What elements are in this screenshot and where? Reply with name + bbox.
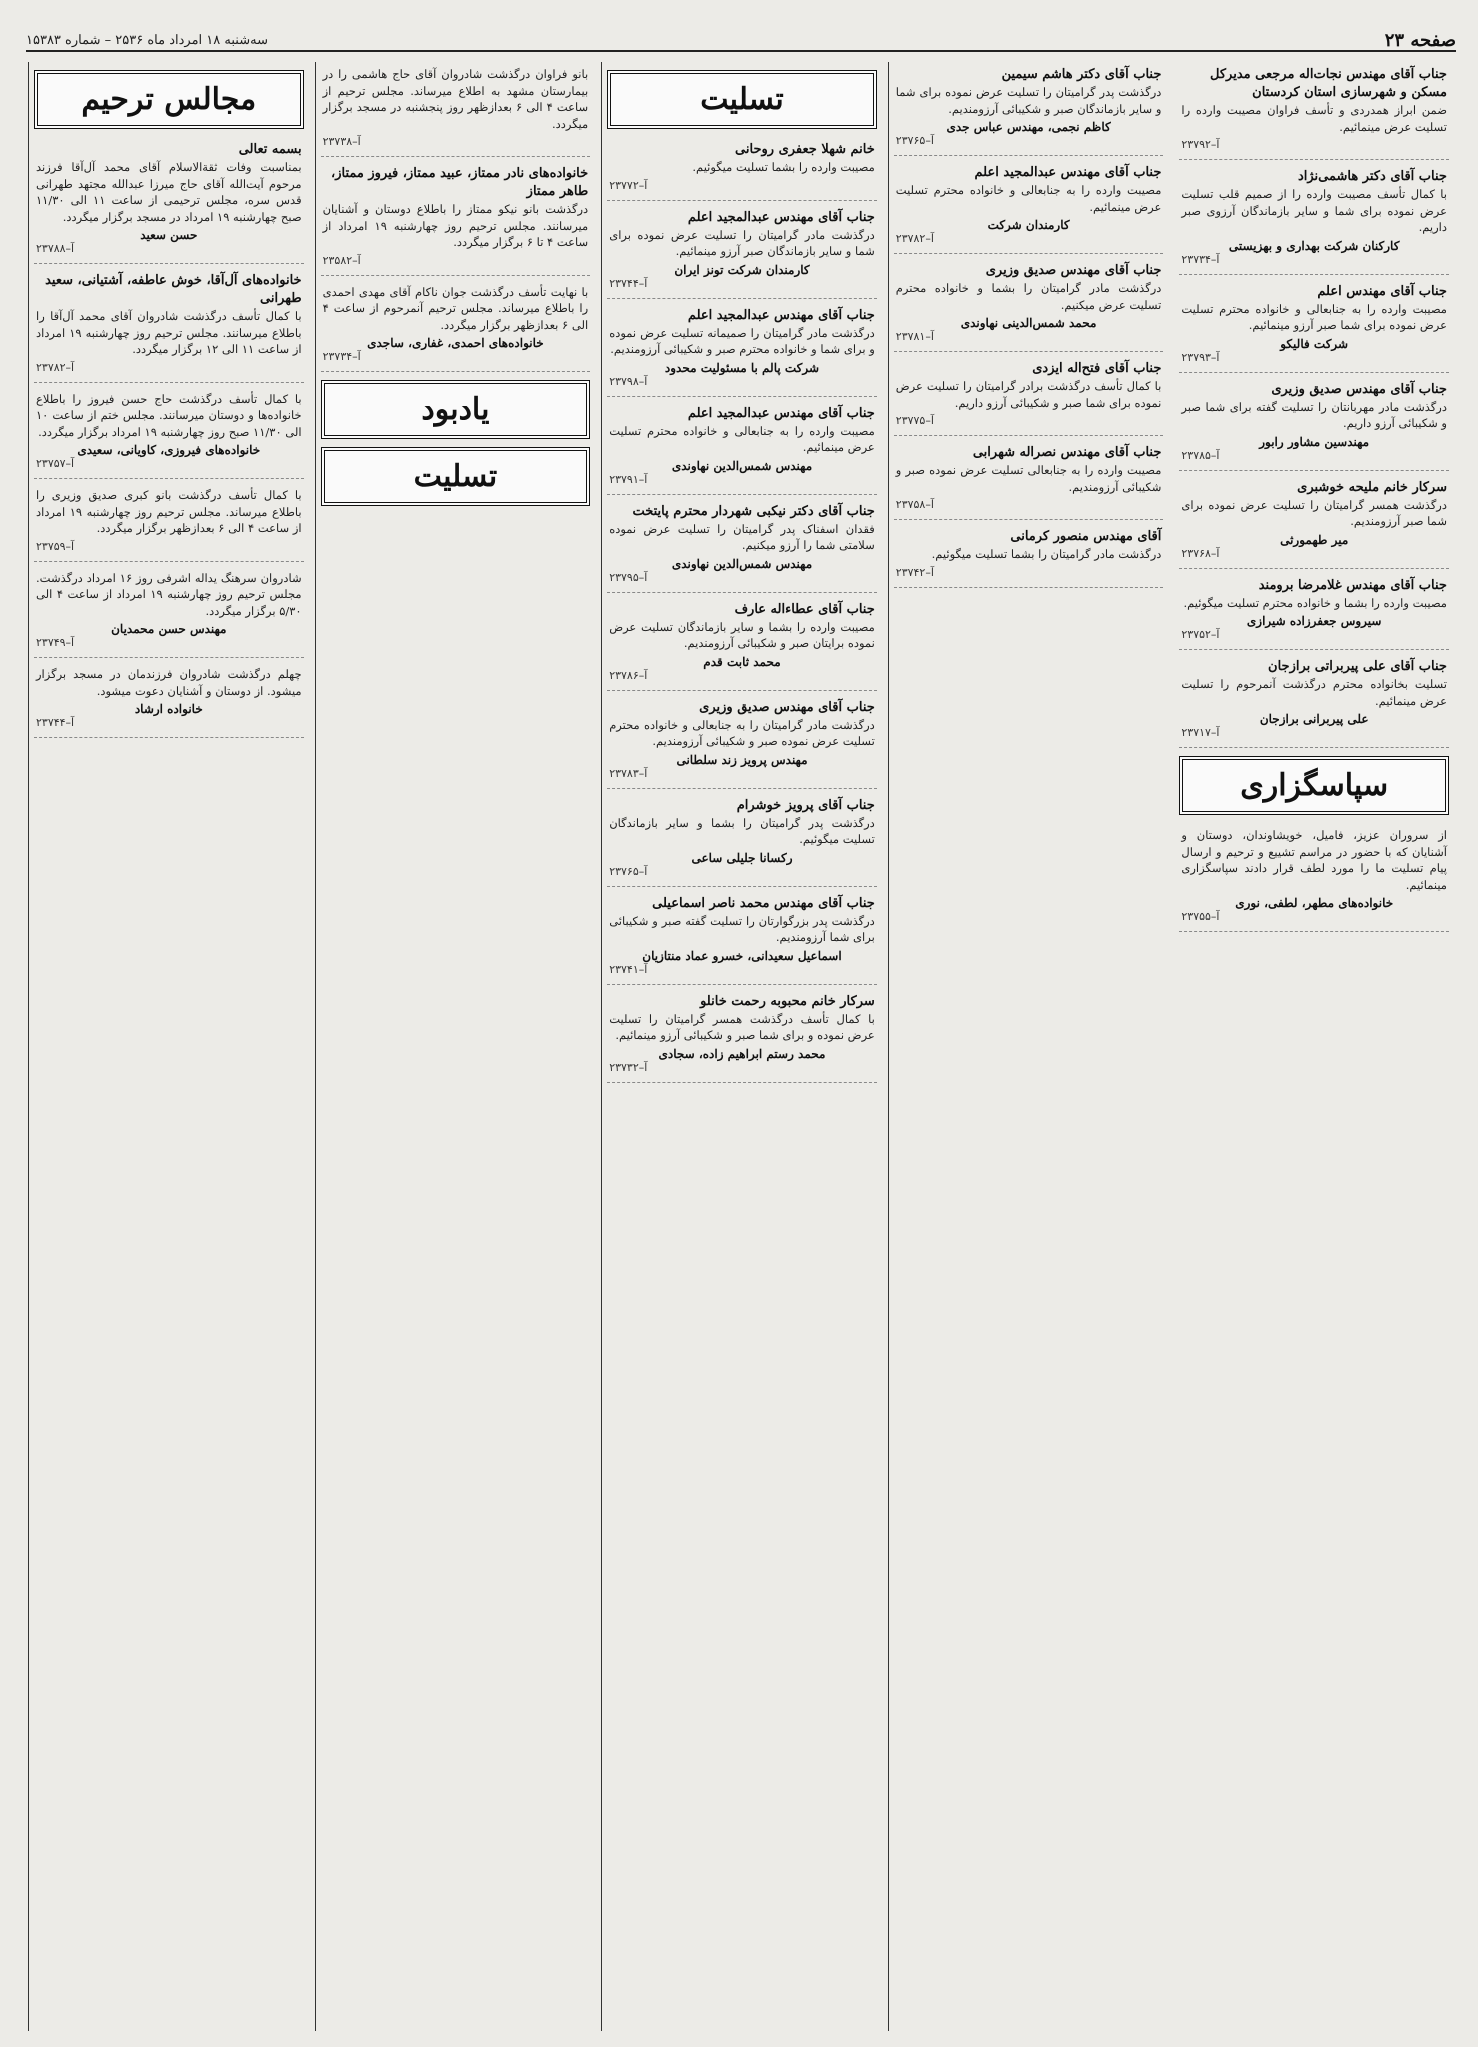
notice-signature: کاظم نجمی، مهندس عباس جدی xyxy=(946,120,1111,134)
notice-signature: حسن سعید xyxy=(140,228,198,242)
column-5 xyxy=(1174,62,1454,2031)
notice xyxy=(607,303,877,397)
notice-title: جناب آقای مهندس صدیق وزیری xyxy=(985,263,1162,278)
notice xyxy=(894,524,1164,588)
notice-code: آ–۲۳۷۹۲ xyxy=(1181,138,1220,151)
column-1 xyxy=(28,62,309,2031)
notice-body: درگذشت مادر گرامیتان را بشما و خانواده محترم تسلیت عرض میکنیم. xyxy=(895,281,1162,312)
notice-title: جناب آقای مهندس صدیق وزیری xyxy=(1271,381,1447,397)
notice-title: جناب آقای مهندس عبدالمجید اعلم xyxy=(687,209,875,225)
notice-signature: سیروس جعفرزاده شیرازی xyxy=(1246,614,1382,628)
notice-code: آ–۲۳۷۷۵ xyxy=(895,414,934,427)
notice-signature: محمد شمس‌الدینی نهاوندی xyxy=(960,316,1097,330)
notice-body: درگذشت همسر گرامیتان را تسلیت عرض نموده برای شما صبر آرزومندیم. xyxy=(1181,497,1447,528)
notice-code: آ–۲۳۷۹۳ xyxy=(1181,350,1220,364)
notice-code: آ–۲۳۷۸۲ xyxy=(36,360,75,374)
notice-code: آ–۲۳۷۸۵ xyxy=(1181,448,1220,462)
notice-body: مصیبت وارده را به جنابعالی و خانواده محترم تسلیت عرض نموده برای شما صبر آرزو مینمائیم. xyxy=(1181,301,1447,332)
notice-body: چهلم درگذشت شادروان فرزندمان در مسجد برگزار میشود. از دوستان و آشنایان دعوت میشود. xyxy=(36,667,302,698)
notice-code: آ–۲۳۷۸۲ xyxy=(895,232,934,245)
notice-title: جناب آقای پرویز خوشرام xyxy=(736,797,875,813)
notice-code: آ–۲۳۷۷۲ xyxy=(609,178,648,192)
notice-code: آ–۲۳۷۳۴ xyxy=(322,350,361,363)
notice-title: خانواده‌های آل‌آقا، خوش عاطفه، آشتیانی، سعید طهرانی xyxy=(45,273,302,306)
notice-body: درگذشت پدر گرامیتان را تسلیت عرض نموده برای شما و سایر بازماندگان صبر و شکیبائی آرزومندیم. xyxy=(895,85,1162,116)
notice-signature: کارمندان شرکت تونز ایران xyxy=(674,262,810,277)
notice-body: درگذشت پدر بزرگوارتان را تسلیت گفته صبر و شکیبائی برای شما آرزومندیم. xyxy=(609,913,875,944)
notice xyxy=(894,356,1164,436)
notice-title: جناب آقای مهندس عبدالمجید اعلم xyxy=(687,307,875,323)
notice-code: آ–۲۳۷۳۸ xyxy=(322,135,361,148)
banner-tasliat: تسلیت xyxy=(607,70,877,129)
notice-title: جناب آقای دکتر هاشمی‌نژاد xyxy=(1297,169,1447,184)
notice-body: درگذشت مادر گرامیتان را بشما تسلیت میگوئیم. xyxy=(931,547,1162,561)
notice-code: آ–۲۳۷۴۴ xyxy=(609,276,648,290)
notice-body: با کمال تأسف مصیبت وارده را از صمیم قلب تسلیت عرض نموده برای شما و سایر بازماندگان آرزوی صبر داریم. xyxy=(1181,187,1447,234)
notice-title: سرکار خانم ملیحه خوشبری xyxy=(1297,479,1447,495)
notice-list xyxy=(321,62,591,372)
notice-signature: خانواده ارشاد xyxy=(134,702,203,716)
notice-code: آ–۲۳۷۳۴ xyxy=(1181,252,1220,266)
notice-body: ضمن ابراز همدردی و تأسف فراوان مصیبت وارده را تسلیت عرض مینمائیم. xyxy=(1181,103,1447,134)
notice xyxy=(607,205,877,299)
notice-code: آ–۲۳۷۴۴ xyxy=(36,716,75,729)
notice-signature: محمد رستم ابراهیم زاده، سجادی xyxy=(658,1046,826,1061)
notice-list xyxy=(34,137,304,738)
notice-title: جناب آقای عطاءاله عارف xyxy=(734,601,875,617)
notice-body: مصیبت وارده را بشما تسلیت میگوئیم. xyxy=(692,160,875,174)
notice-body: با کمال تأسف درگذشت شادروان آقای محمد آل‌آقا را باطلاع میرسانند. مجلس ترحیم روز چهارشنبه ۱۹ امرداد از ساعت ۱۱ الی ۱۲ برگزار میگردد. xyxy=(36,309,302,356)
notice-body: مصیبت وارده را بشما و سایر بازماندگان تسلیت عرض نموده برایتان صبر و شکیبائی آرزومندیم. xyxy=(609,619,875,650)
notice-code: آ–۲۳۷۵۸ xyxy=(895,498,934,511)
notice-title: جناب آقای دکتر هاشم سیمین xyxy=(1001,67,1162,82)
notice xyxy=(321,280,591,373)
notice-title: خانم شهلا جعفری روحانی xyxy=(735,142,875,157)
notice xyxy=(34,137,304,264)
notice-signature: مهندس شمس‌الدین نهاوندی xyxy=(671,458,813,473)
notice-body: درگذشت مادر مهربانتان را تسلیت گفته برای شما صبر و شکیبائی آرزو داریم. xyxy=(1181,399,1447,430)
notice xyxy=(607,989,877,1083)
notice-body: مصیبت وارده را بشما و خانواده محترم تسلیت میگوئیم. xyxy=(1183,595,1447,610)
notice-title: جناب آقای مهندس محمد ناصر اسماعیلی xyxy=(652,895,875,911)
notice-code: آ–۲۳۷۵۵ xyxy=(1181,910,1220,923)
notice xyxy=(894,160,1164,254)
banner-sepas: سپاسگزاری xyxy=(1179,756,1449,815)
notice-title: جناب آقای مهندس نصراله شهرابی xyxy=(972,445,1162,460)
notice-code: آ–۲۳۷۳۲ xyxy=(609,1060,648,1074)
notice-body: مصیبت وارده را به جنابعالی تسلیت عرض نموده صبر و شکیبائی آرزومندیم. xyxy=(895,463,1162,494)
notice-code: آ–۲۳۷۴۱ xyxy=(609,962,648,976)
column-2 xyxy=(315,62,596,2031)
notice xyxy=(607,137,877,201)
notice-signature: خانواده‌های فیروزی، کاویانی، سعیدی xyxy=(77,443,261,457)
notice-title: جناب آقای دکتر نیکبی شهردار محترم پایتخت xyxy=(632,503,875,519)
notice-signature: کارمندان شرکت xyxy=(987,218,1070,232)
notice xyxy=(34,387,304,480)
notice-body: درگذشت مادر گرامیتان را صمیمانه تسلیت عرض نموده و برای شما و خانواده محترم صبر و شکیبائی آرزومندیم. xyxy=(609,325,875,356)
notice-signature: رکسانا جلیلی ساعی xyxy=(691,850,793,865)
page-number: صفحه ۲۳ xyxy=(1384,29,1456,51)
notice xyxy=(894,258,1164,352)
sepas-notice xyxy=(1179,823,1449,932)
notice xyxy=(607,597,877,691)
notice-title: بسمه تعالی xyxy=(238,142,302,157)
notice-body: درگذشت بانو نیکو ممتاز را باطلاع دوستان و آشنایان میرسانند. مجلس ترحیم روز چهارشنبه ۱۹ امرداد از ساعت ۴ تا ۶ برگزار میگردد. xyxy=(322,202,589,249)
notice-body: مصیبت وارده را به جنابعالی و خانواده محترم تسلیت عرض مینمائیم. xyxy=(609,423,875,454)
notice-code: آ–۲۳۷۸۱ xyxy=(895,330,934,343)
notice-code: آ–۲۳۷۴۹ xyxy=(36,636,75,649)
notice-body: درگذشت مادر گرامیتان را به جنابعالی و خانواده محترم تسلیت عرض نموده صبر و شکیبائی آرزومندیم. xyxy=(609,717,875,748)
notice-title: جناب آقای مهندس اعلم xyxy=(1317,283,1447,299)
notice-signature: مهندس حسن محمدیان xyxy=(111,622,227,636)
notice-body: درگذشت پدر گرامیتان را بشما و سایر بازماندگان تسلیت میگوئیم. xyxy=(609,815,875,846)
notice xyxy=(1179,62,1449,160)
notice-code: آ–۲۳۷۸۳ xyxy=(609,766,648,780)
banner-majales: مجالس ترحیم xyxy=(34,70,304,129)
columns-container xyxy=(28,62,1454,2031)
notice xyxy=(607,499,877,593)
notice-signature: مهندسین مشاور رابور xyxy=(1259,434,1370,449)
notice-code: آ–۲۳۷۱۷ xyxy=(1181,726,1220,739)
notice xyxy=(894,62,1164,156)
notice-title: جناب آقای مهندس عبدالمجید اعلم xyxy=(687,405,875,421)
notice-signature: مهندس پرویز زند سلطانی xyxy=(676,752,808,767)
notice xyxy=(321,161,591,276)
notice-code: آ–۲۳۷۶۵ xyxy=(609,864,648,878)
notice-code: آ–۲۳۷۸۶ xyxy=(609,668,648,682)
notice xyxy=(607,793,877,887)
notice xyxy=(1179,573,1449,651)
notice-body: فقدان اسفناک پدر گرامیتان را تسلیت عرض نموده سلامتی شما را آرزو میکنیم. xyxy=(609,521,875,552)
notice-code: آ–۲۳۷۸۸ xyxy=(36,242,75,255)
column-3 xyxy=(601,62,882,2031)
notice-signature: محمد ثابت قدم xyxy=(703,654,781,669)
notice-body: شادروان سرهنگ یداله اشرفی روز ۱۶ امرداد درگذشت. مجلس ترحیم روز چهارشنبه ۱۹ امرداد از ساعت ۴ الی ۵/۳۰ برگزار میگردد. xyxy=(36,570,302,618)
notice xyxy=(1179,164,1449,275)
notice xyxy=(607,695,877,789)
notice-signature: شرکت فالیکو xyxy=(1280,336,1349,351)
notice-body: با نهایت تأسف درگذشت جوان ناکام آقای مهدی احمدی را باطلاع میرساند. مجلس ترحیم آنمرحوم از ساعت ۴ الی ۶ بعدازظهر برگزار میگردد. xyxy=(322,284,589,332)
notice-signature: علی پیربرانی برازجان xyxy=(1259,712,1369,726)
notice xyxy=(894,440,1164,520)
notice xyxy=(34,483,304,562)
notice-signature: خانواده‌های احمدی، غفاری، ساجدی xyxy=(367,336,544,350)
notice-code: آ–۲۳۷۵۲ xyxy=(1181,628,1220,641)
column-4 xyxy=(888,62,1169,2031)
notice-title: جناب آقای مهندس غلامرضا برومند xyxy=(1258,577,1447,593)
notice-code: آ–۲۳۷۶۵ xyxy=(895,134,934,147)
notice-body: با کمال تأسف درگذشت برادر گرامیتان را تسلیت عرض نموده برای شما صبر و شکیبائی آرزو داریم. xyxy=(895,379,1162,410)
notice xyxy=(34,662,304,738)
notice xyxy=(1179,279,1449,373)
notice-body: با کمال تأسف درگذشت همسر گرامیتان را تسلیت عرض نموده و برای شما صبر و شکیبائی آرزو مینمائیم. xyxy=(609,1011,875,1042)
notice-signature: خانواده‌های مطهر، لطفی، نوری xyxy=(1235,896,1394,910)
notice-body: بمناسبت وفات ثقة‌الاسلام آقای محمد آل‌آقا فرزند مرحوم آیت‌الله آقای حاج میرزا عبدالله مجتهد طهرانی قدس سره، مجلس ترحیمی از ساعت ۱۱ الی ۱۱/۳۰ صبح چهارشنبه ۱۹ امرداد در مسجد برگزار میگردد. xyxy=(36,160,302,224)
notice-title: جناب آقای علی پیربراتی برازجان xyxy=(1268,659,1447,674)
notice xyxy=(607,891,877,985)
notice-body: از سروران عزیز، فامیل، خویشاوندان، دوستان و آشنایان که با حضور در مراسم تشییع و ترحیم و ارسال پیام تسلیت ما را مورد لطف قرار دادند سپاسگزاری مینمائیم. xyxy=(1181,828,1447,892)
notice-title: جناب آقای مهندس نجات‌اله مرجعی مدیرکل مسکن و شهرسازی استان کردستان xyxy=(1210,67,1447,100)
banner-tasliat-2: تسلیت xyxy=(321,447,591,506)
notice xyxy=(1179,475,1449,569)
notice-title: سرکار خانم محبوبه رحمت خانلو xyxy=(700,993,875,1009)
notice-body: با کمال تأسف درگذشت حاج حسن فیروز را باطلاع خانواده‌ها و دوستان میرسانند. مجلس ختم از ساعت ۱۰ الی ۱۱/۳۰ صبح روز چهارشنبه ۱۹ امرداد برگزار میگردد. xyxy=(36,391,302,439)
notice-title: آقای مهندس منصور کرمانی xyxy=(1010,529,1162,544)
notice-title: جناب آقای مهندس صدیق وزیری xyxy=(699,699,875,715)
notice-title: جناب آقای فتح‌اله ایزدی xyxy=(1032,361,1162,376)
notice-list xyxy=(607,137,877,1083)
notice-body: تسلیت بخانواده محترم درگذشت آنمرحوم را تسلیت عرض مینمائیم. xyxy=(1181,677,1447,708)
notice-signature: کارکنان شرکت بهداری و بهزیستی xyxy=(1228,238,1400,253)
notice xyxy=(34,566,304,659)
notice-signature: اسماعیل سعیدانی، خسرو عماد منتازیان xyxy=(642,948,842,963)
notice-signature: شرکت پالم با مسئولیت محدود xyxy=(664,360,820,375)
notice-title: جناب آقای مهندس عبدالمجید اعلم xyxy=(974,165,1162,180)
notice xyxy=(1179,377,1449,471)
notice-code: آ–۲۳۷۵۷ xyxy=(36,457,75,470)
notice-code: آ–۲۳۷۴۲ xyxy=(895,565,934,579)
notice-body: بانو فراوان درگذشت شادروان آقای حاج هاشمی را در بیمارستان مشهد به اطلاع میرساند. مجلس ترحیم از ساعت ۴ الی ۶ بعدازظهر روز پنجشنبه در مسجد برگزار میگردد. xyxy=(322,67,589,131)
notice-code: آ–۲۳۷۹۸ xyxy=(609,374,648,388)
notice xyxy=(321,62,591,157)
notice xyxy=(34,268,304,383)
notice-signature: مهندس شمس‌الدین نهاوندی xyxy=(671,556,813,571)
notice-code: آ–۲۳۷۶۸ xyxy=(1181,546,1220,560)
notice-code: آ–۲۳۷۹۵ xyxy=(609,570,648,584)
notice-title: خانواده‌های نادر ممتاز، عبید ممتاز، فیروز ممتاز، طاهر ممتاز xyxy=(331,166,589,199)
notice-code: آ–۲۳۷۵۹ xyxy=(36,539,75,553)
notice-list xyxy=(1179,62,1449,748)
notice-body: با کمال تأسف درگذشت بانو کبری صدیق وزیری را باطلاع میرساند. مجلس ترحیم روز چهارشنبه ۱۹ امرداد از ساعت ۴ الی ۶ بعدازظهر برگزار میگردد. xyxy=(36,488,302,535)
notice xyxy=(1179,654,1449,748)
notice-list xyxy=(894,62,1164,588)
banner-yadbood: یادبود xyxy=(321,380,591,439)
notice-code: آ–۲۳۷۹۱ xyxy=(609,472,648,486)
page-header xyxy=(26,30,1456,52)
notice-code: آ–۲۳۵۸۲ xyxy=(322,253,361,267)
notice-signature: میر طهمورثی xyxy=(1280,532,1349,547)
issue-date: سه‌شنبه ۱۸ امرداد ماه ۲۵۳۶ – شماره ۱۵۳۸۳ xyxy=(26,32,268,48)
notice-body: مصیبت وارده را به جنابعالی و خانواده محترم تسلیت عرض مینمائیم. xyxy=(895,183,1162,214)
notice xyxy=(607,401,877,495)
notice-body: درگذشت مادر گرامیتان را تسلیت عرض نموده برای شما و سایر بازماندگان صبر آرزو مینمائیم. xyxy=(609,227,875,258)
